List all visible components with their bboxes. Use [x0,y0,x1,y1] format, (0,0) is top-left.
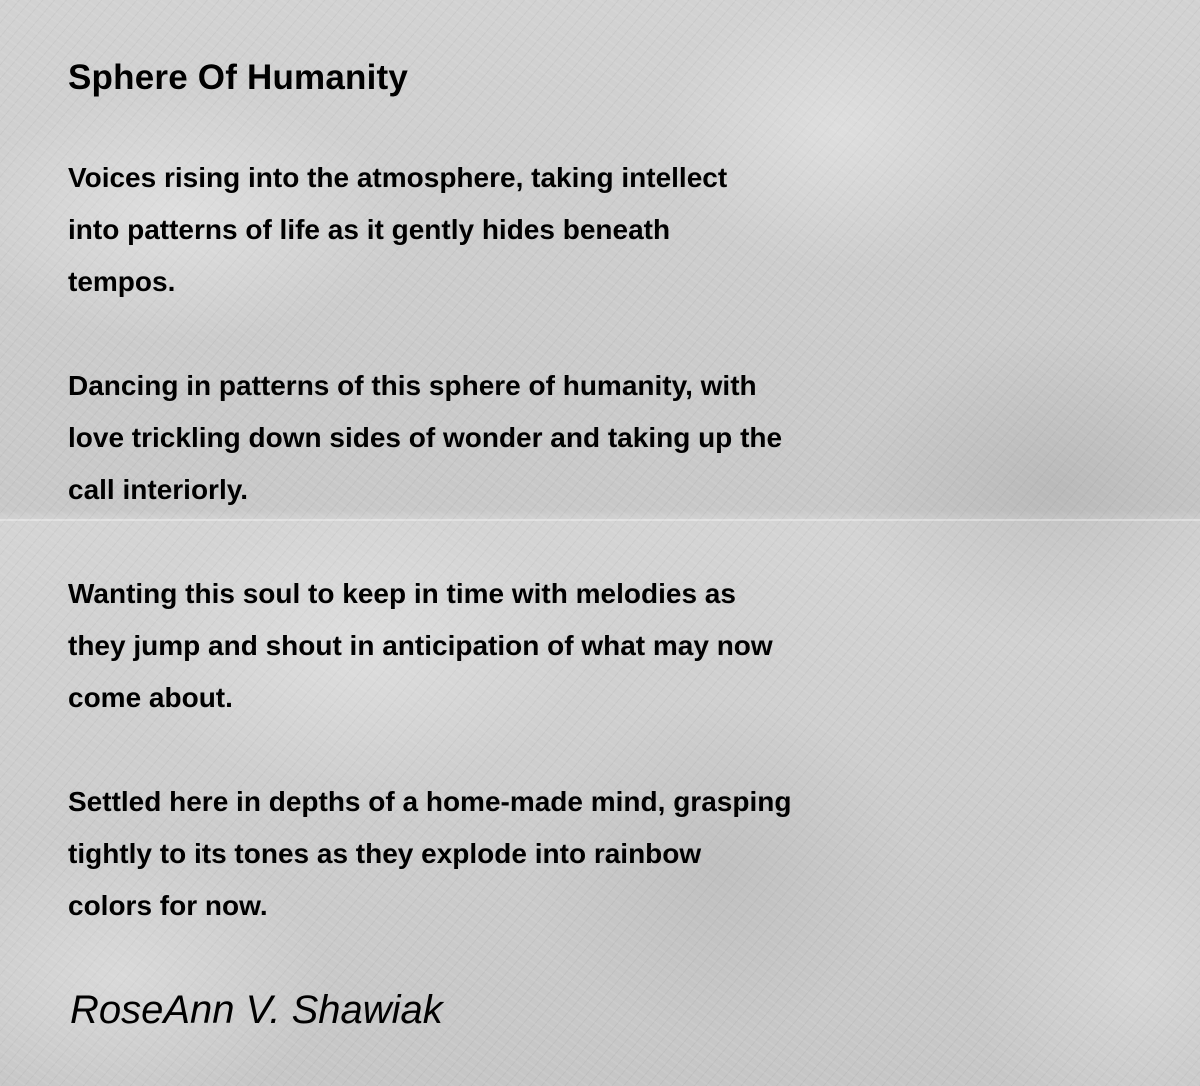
poem-line: they jump and shout in anticipation of what may now [68,630,773,661]
poem-author: RoseAnn V. Shawiak [70,988,443,1032]
poem-title: Sphere Of Humanity [68,58,409,97]
poem-line: colors for now. [68,890,268,921]
poem-line: love trickling down sides of wonder and taking up the [68,422,783,453]
poem-line: tempos. [68,266,176,297]
poem-line: call interiorly. [68,474,248,505]
stanza-3 [68,568,1068,724]
stanza-1 [68,152,1068,308]
poem [68,52,1068,984]
poem-line: into patterns of life as it gently hides beneath [68,214,671,245]
poem-line: Dancing in patterns of this sphere of humanity, with [68,370,757,401]
poem-body [68,152,1068,932]
poem-line: Voices rising into the atmosphere, taking intellect [68,162,728,193]
poem-line: come about. [68,682,233,713]
stanza-2 [68,360,1068,516]
poem-line: tightly to its tones as they explode into rainbow [68,838,702,869]
poem-line: Wanting this soul to keep in time with melodies as [68,578,736,609]
stanza-4 [68,776,1068,932]
poem-line: Settled here in depths of a home-made mind, grasping [68,786,792,817]
